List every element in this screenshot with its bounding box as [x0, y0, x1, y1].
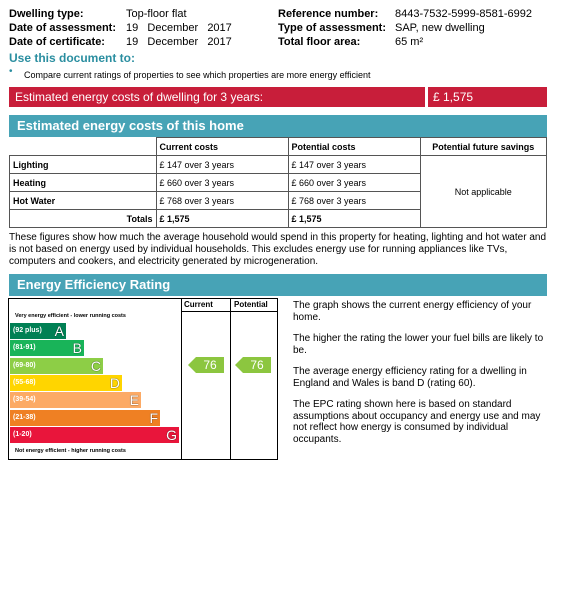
estimated-3yr-label: Estimated energy costs of dwelling for 3 years: — [15, 90, 264, 104]
date-certificate-value: 19 December 2017 — [126, 36, 232, 48]
rating-band-g — [10, 427, 179, 443]
band-range: (1-20) — [13, 430, 32, 438]
totals-label: Totals — [10, 210, 157, 228]
use-document-heading: Use this document to: — [9, 51, 136, 65]
band-letter: B — [72, 340, 82, 357]
cell-potential: £ 147 over 3 years — [288, 156, 420, 174]
current-rating: 76 — [203, 358, 217, 372]
band-range: (55-68) — [13, 378, 36, 386]
floor-area-value: 65 m² — [395, 36, 424, 48]
reference-label: Reference number: — [278, 8, 379, 20]
costs-note: These figures show how much the average household would spend in this property for heating, lighting and hot water and is not based on energy used by individual households. This excludes energy use for running appliances like TVs, computers and cookers, and electricity generated by microgeneration. — [9, 232, 547, 267]
cell-potential: £ 660 over 3 years — [288, 174, 420, 192]
band-letter: F — [149, 409, 158, 426]
col-future-savings: Potential future savings — [420, 138, 547, 156]
eer-description — [293, 300, 551, 445]
row-label: Heating — [10, 174, 157, 192]
rating-band-b — [10, 340, 84, 356]
eer-col-current: Current — [184, 300, 213, 309]
estimated-3yr-label-bar — [9, 87, 425, 107]
estimated-3yr-value: £ 1,575 — [433, 90, 474, 104]
rating-band-a — [10, 323, 66, 339]
estimated-3yr-value-bar — [428, 87, 547, 107]
band-letter: A — [54, 323, 64, 339]
eer-bottom-label: Not energy efficient - higher running costs — [15, 448, 126, 454]
cell-potential: £ 768 over 3 years — [288, 192, 420, 210]
total-current: £ 1,575 — [156, 210, 288, 228]
floor-area-label: Total floor area: — [278, 36, 361, 48]
band-range: (69-80) — [13, 361, 36, 369]
band-letter: C — [90, 357, 101, 374]
cell-current: £ 660 over 3 years — [156, 174, 288, 192]
rating-band-c — [10, 358, 103, 374]
date-certificate-label: Date of certificate: — [9, 36, 105, 48]
potential-rating-arrow — [243, 357, 271, 373]
costs-heading: Estimated energy costs of this home — [17, 118, 244, 133]
current-rating-arrow — [196, 357, 224, 373]
rating-band-d — [10, 375, 122, 391]
eer-text-1: The graph shows the current energy efficiency of your home. — [293, 300, 532, 323]
use-document-item: Compare current ratings of properties to see which properties are more energy efficient — [24, 70, 371, 80]
reference-value: 8443-7532-5999-8581-6992 — [395, 8, 533, 20]
date-assessment-value: 19 December 2017 — [126, 22, 232, 34]
cell-current: £ 768 over 3 years — [156, 192, 288, 210]
dwelling-type-label: Dwelling type: — [9, 8, 84, 20]
rating-band-f — [10, 410, 160, 426]
eer-heading: Energy Efficiency Rating — [17, 277, 171, 292]
date-assessment-label: Date of assessment: — [9, 22, 116, 34]
total-potential: £ 1,575 — [288, 210, 420, 228]
band-range: (92 plus) — [13, 327, 42, 334]
band-letter: E — [129, 392, 139, 409]
band-range: (39-54) — [13, 396, 36, 404]
costs-table — [9, 137, 547, 228]
dwelling-type-value: Top-floor flat — [126, 8, 187, 20]
eer-heading-bar — [9, 274, 547, 296]
band-letter: G — [166, 426, 177, 443]
rating-band-e — [10, 392, 141, 408]
potential-rating: 76 — [250, 358, 264, 372]
band-letter: D — [109, 374, 120, 391]
row-label: Lighting — [10, 156, 157, 174]
band-range: (21-38) — [13, 413, 36, 421]
eer-col-potential: Potential — [234, 300, 268, 309]
eer-text-3: The average energy efficiency rating for a dwelling in England and Wales is band D (rating 60). — [293, 366, 527, 389]
cell-savings: Not applicable — [420, 156, 547, 228]
cell-current: £ 147 over 3 years — [156, 156, 288, 174]
type-assessment-label: Type of assessment: — [278, 22, 387, 34]
eer-text-4: The EPC rating shown here is based on standard assumptions about occupancy and energy use and may not reflect how energy is consumed by individual occupants. — [293, 399, 541, 445]
row-label: Hot Water — [10, 192, 157, 210]
col-potential-costs: Potential costs — [288, 138, 420, 156]
eer-text-2: The higher the rating the lower your fuel bills are likely to be. — [293, 333, 544, 356]
type-assessment-value: SAP, new dwelling — [395, 22, 485, 34]
col-current-costs: Current costs — [156, 138, 288, 156]
eer-top-label: Very energy efficient - lower running costs — [15, 313, 126, 319]
table-header-row — [10, 138, 547, 156]
table-row — [10, 156, 547, 174]
bullet-icon: • — [9, 66, 13, 77]
costs-heading-bar — [9, 115, 547, 137]
band-range: (81-91) — [13, 344, 36, 352]
